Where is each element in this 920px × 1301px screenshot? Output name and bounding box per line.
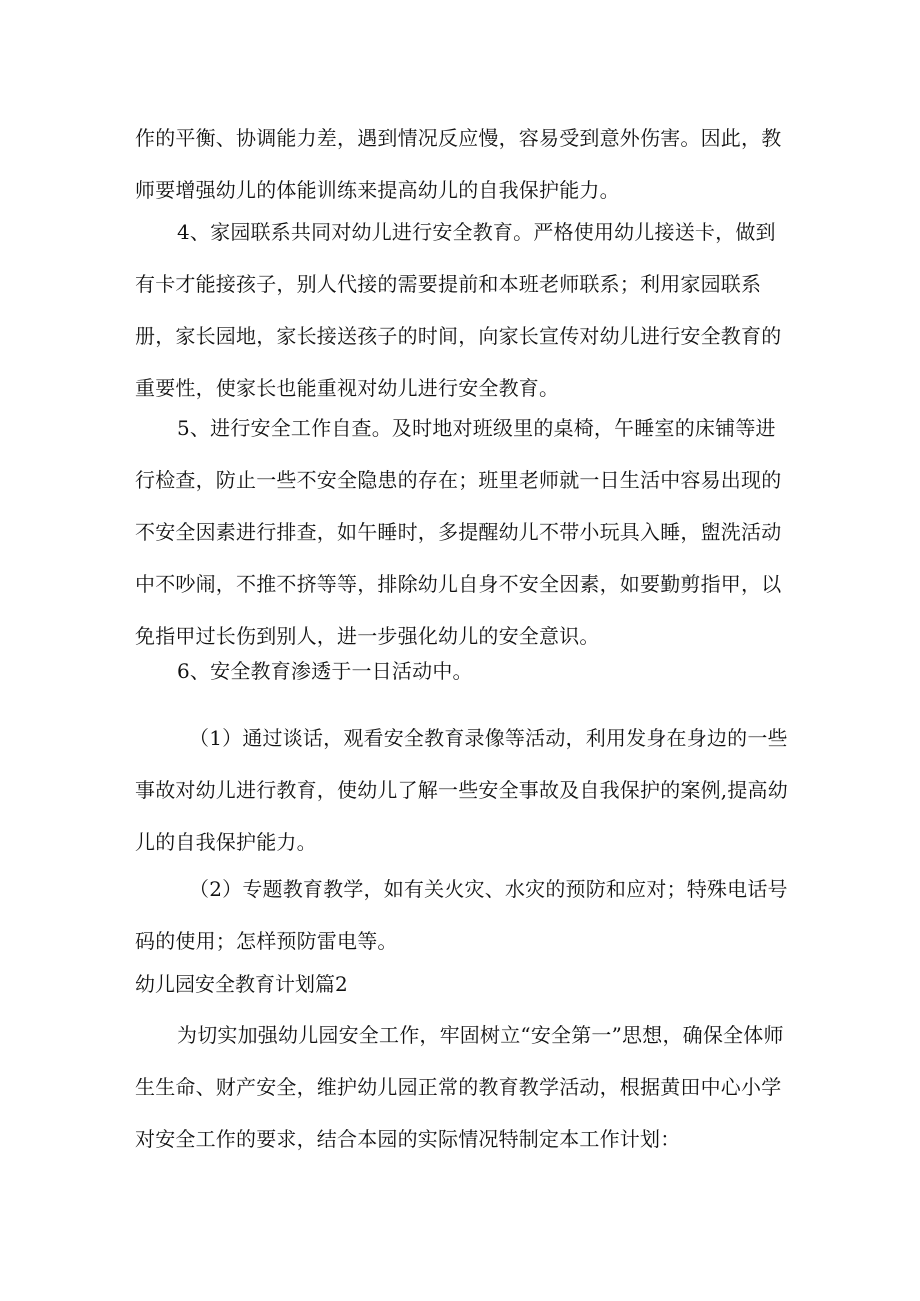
- paragraph-subitem-2: （2）专题教育教学，如有关火灾、水灾的预防和应对；特殊电话号码的使用；怎样预防雷电等。: [135, 877, 788, 953]
- paragraph-subitem-1: （1）通过谈话，观看安全教育录像等活动，利用发身在身边的一些事故对幼儿进行教育，使幼儿了解一些安全事故及自我保护的案例,提高幼儿的自我保护能力。: [135, 726, 788, 854]
- paragraph-item-6: 6、安全教育渗透于一日活动中。: [177, 659, 473, 683]
- paragraph-item-4: 4、家园联系共同对幼儿进行安全教育。严格使用幼儿接送卡，做到有卡才能接孩子，别人代接的需要提前和本班老师联系；利用家园联系册，家长园地，家长接送孩子的时间，向家长宣传对幼儿进行安全教育的重要性，使家长也能重视对幼儿进行安全教育。: [135, 220, 782, 400]
- section-heading: 幼儿园安全教育计划篇2: [135, 972, 348, 996]
- paragraph-continuation: 作的平衡、协调能力差，遇到情况反应慢，容易受到意外伤害。因此，教师要增强幼儿的体能训练来提高幼儿的自我保护能力。: [135, 126, 782, 202]
- intro-paragraph: 为切实加强幼儿园安全工作，牢固树立“安全第一”思想，确保全体师生生命、财产安全，维护幼儿园正常的教育教学活动，根据黄田中心小学对安全工作的要求，结合本园的实际情况特制定本工作计划：: [135, 1023, 784, 1151]
- paragraph-item-5: 5、进行安全工作自查。及时地对班级里的桌椅，午睡室的床铺等进行检查，防止一些不安全隐患的存在；班里老师就一日生活中容易出现的不安全因素进行排查，如午睡时，多提醒幼儿不带小玩具入睡，盥洗活动中不吵闹，不推不挤等等，排除幼儿自身不安全因素，如要勤剪指甲，以免指甲过长伤到别人，进一步强化幼儿的安全意识。: [135, 416, 782, 648]
